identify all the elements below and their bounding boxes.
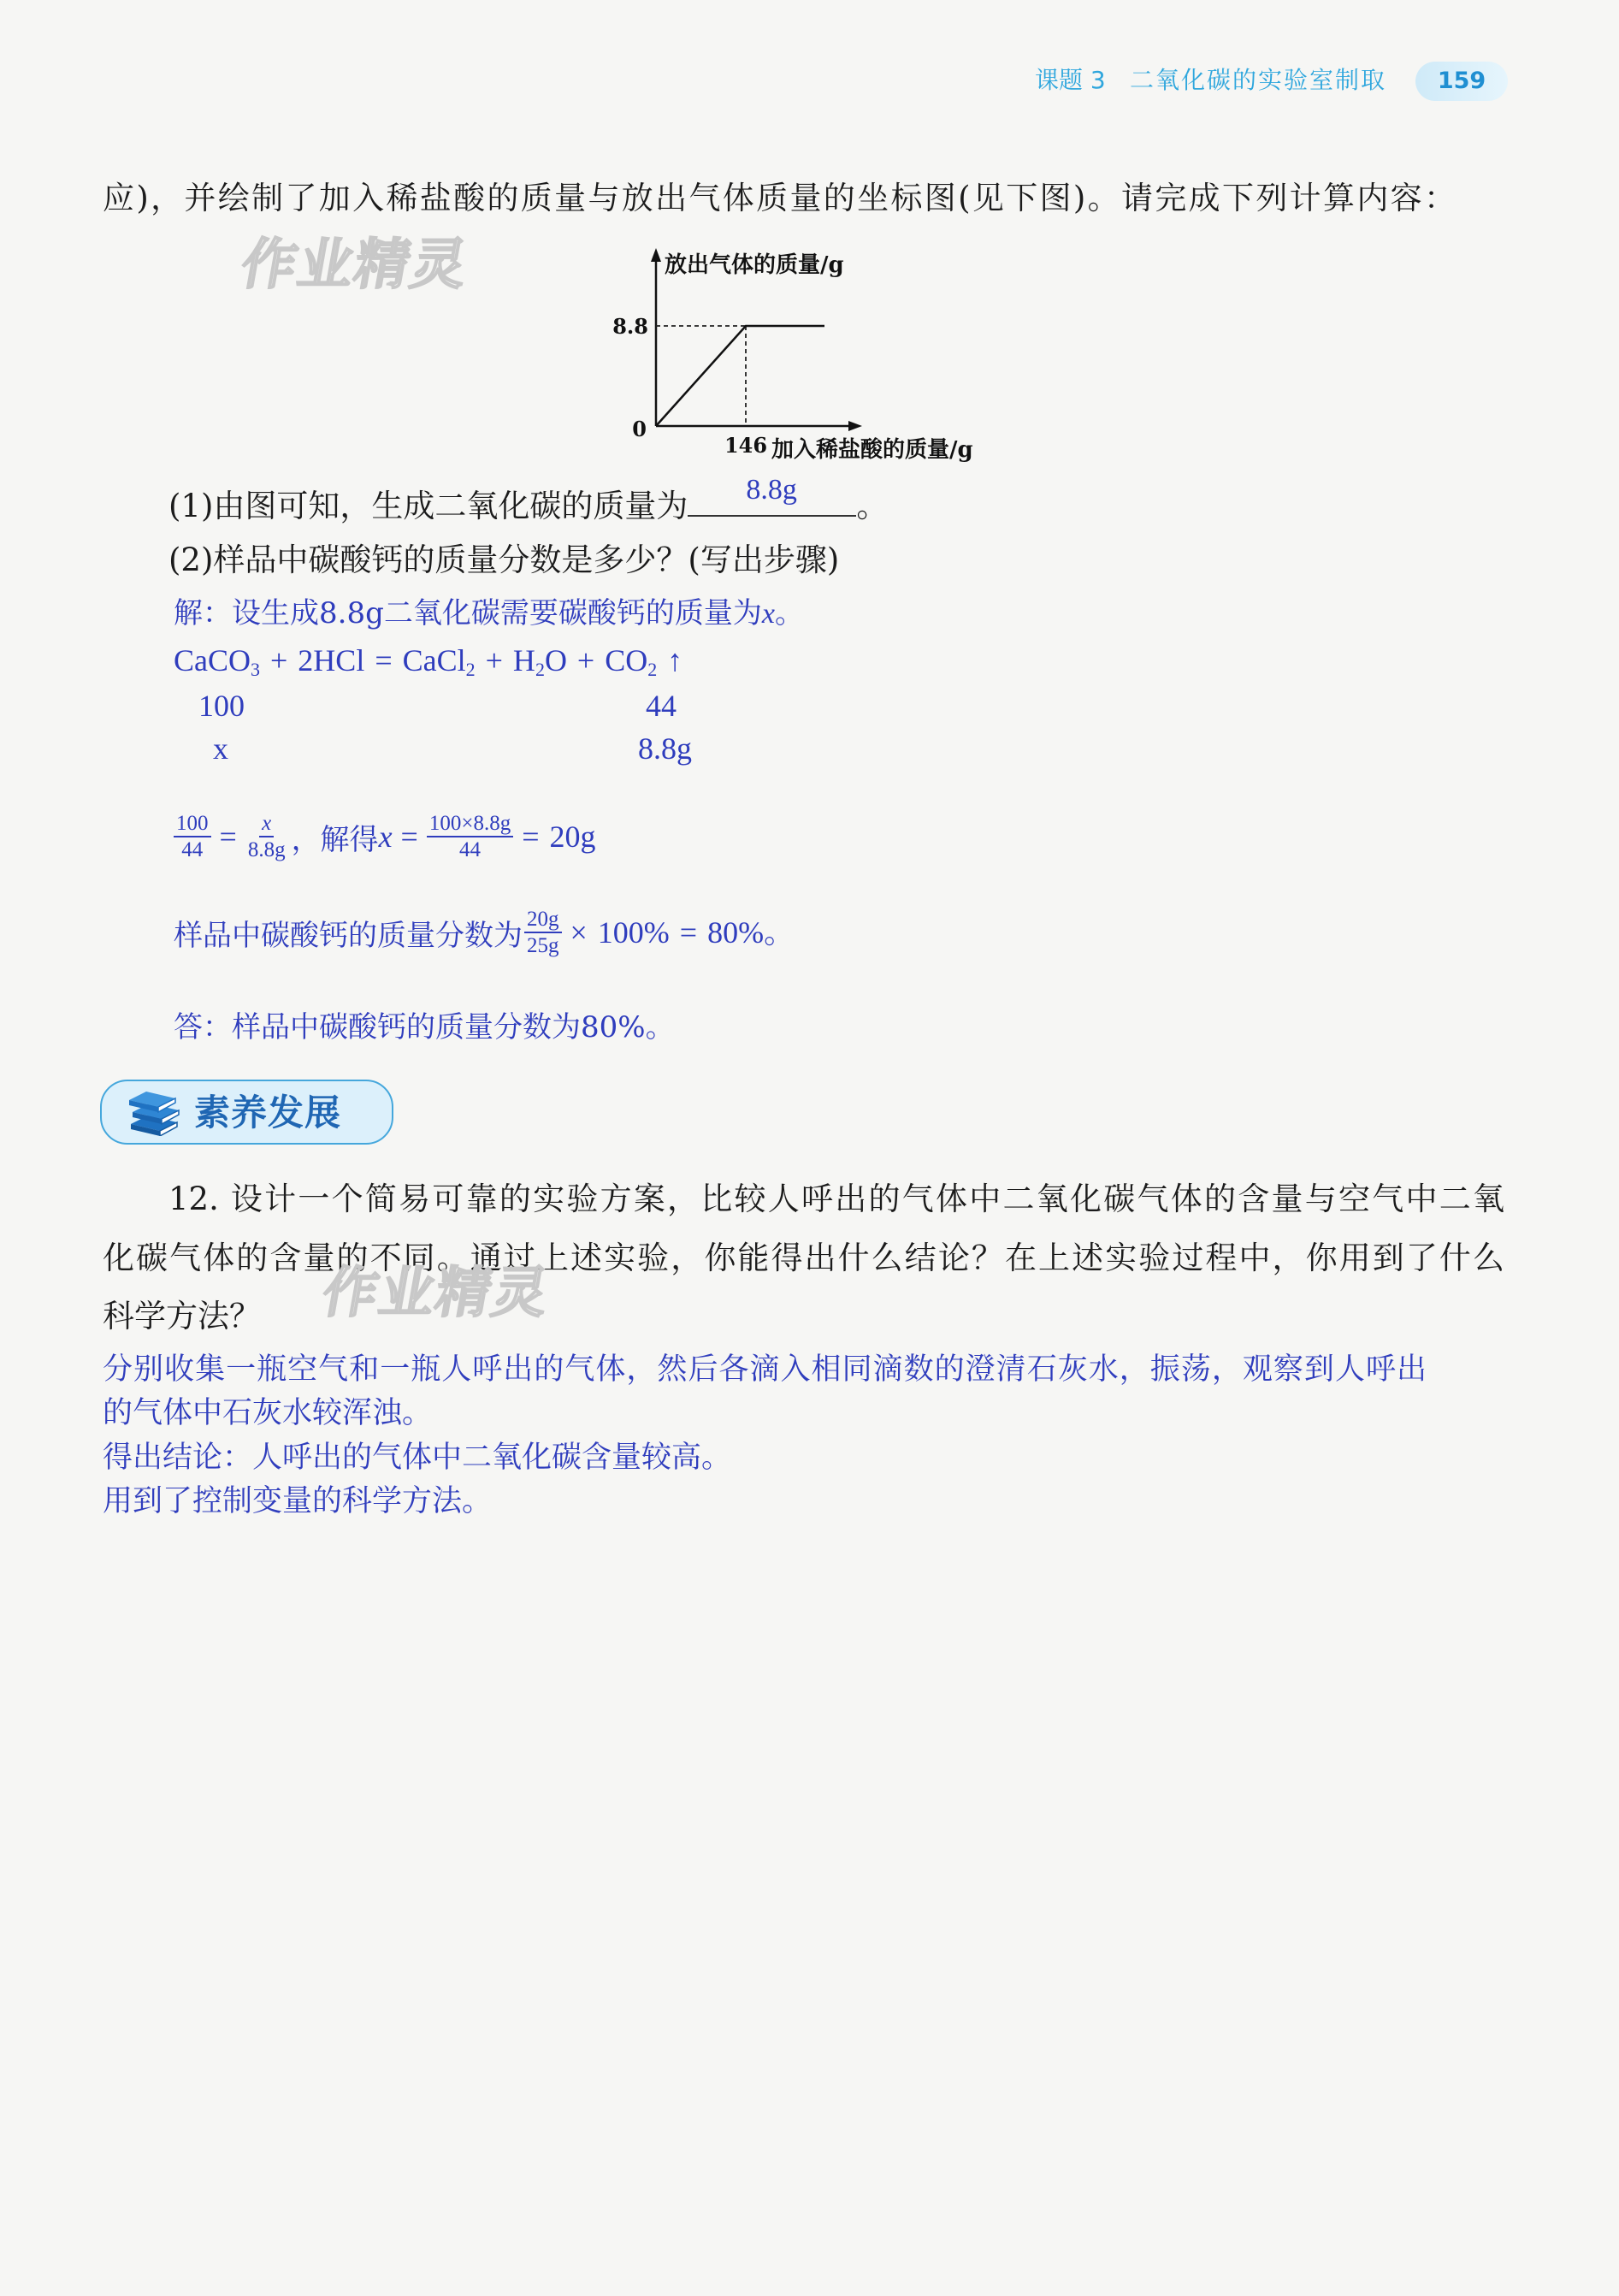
x-tick-label: 146: [724, 433, 768, 458]
fraction: [174, 812, 211, 861]
gas-mass-chart: [599, 240, 1026, 470]
answer-12-line: 用到了控制变量的科学方法。: [103, 1484, 493, 1518]
co2-ratio-mass: 44: [646, 689, 677, 723]
chemical-equation: [174, 642, 682, 679]
eq-part: ↑: [657, 643, 683, 678]
numerator: 20g: [524, 908, 562, 933]
percent-equation: [174, 905, 795, 960]
question-2: (2)样品中碳酸钙的质量分数是多少？(写出步骤): [168, 541, 840, 578]
fraction: [524, 908, 562, 957]
setup-end: 。: [774, 596, 804, 630]
ratio-equation: [174, 809, 596, 864]
numerator: 100×8.8g: [427, 812, 513, 837]
numerator: x: [259, 812, 274, 837]
answer-12-line: 分别收集一瓶空气和一瓶人呼出的气体，然后各滴入相同滴数的澄清石灰水，振荡，观察到人呼出: [103, 1352, 1427, 1387]
eq-subscript: 2: [647, 659, 658, 680]
fraction: [245, 812, 288, 861]
y-tick-label: 8.8: [612, 314, 648, 339]
eq-subscript: 2: [465, 659, 476, 680]
x-axis-arrow: [848, 421, 862, 431]
section-badge: [100, 1080, 393, 1145]
ratio-result: = 20g: [522, 820, 596, 854]
question-1-end: 。: [856, 488, 889, 524]
intro-line: 应)，并绘制了加入稀盐酸的质量与放出气体质量的坐标图(见下图)。请完成下列计算内容：: [103, 180, 1456, 216]
eq-subscript: 3: [251, 659, 260, 680]
watermark: 作业精灵: [317, 1262, 555, 1325]
setup-variable: x: [761, 598, 775, 630]
x-axis-title: 加入稀盐酸的质量/g: [771, 437, 973, 463]
question-1-prompt: (1)由图可知，生成二氧化碳的质量为: [168, 488, 688, 524]
eq-part: + 2HCl = CaCl: [260, 643, 466, 678]
denominator: 44: [459, 838, 482, 861]
equals-sign: =: [219, 820, 237, 854]
question-1: [168, 474, 889, 526]
section-title: 素养发展: [194, 1092, 342, 1133]
question-12-line: 化碳气体的含量的不同。通过上述实验，你能得出什么结论？在上述实验过程中，你用到了什么: [103, 1240, 1504, 1276]
percent-text: 样品中碳酸钙的质量分数为: [174, 918, 523, 953]
caco3-ratio-mass: 100: [198, 689, 245, 723]
question-12-line: 12. 设计一个简易可靠的实验方案，比较人呼出的气体中二氧化碳气体的含量与空气中二氧: [168, 1181, 1504, 1217]
numerator: 100: [174, 812, 211, 837]
eq-part: + H: [475, 643, 535, 678]
lesson-title: 二氧化碳的实验室制取: [1130, 66, 1387, 94]
lesson-label: 课题 3: [1035, 66, 1106, 94]
percent-result: × 100% = 80%。: [570, 915, 795, 950]
y-axis-title: 放出气体的质量/g: [665, 252, 844, 278]
books-icon: [126, 1092, 180, 1136]
question-12-line: 科学方法？: [103, 1298, 261, 1334]
denominator: 25g: [527, 934, 559, 957]
denominator: 44: [181, 838, 204, 861]
watermark: 作业精灵: [236, 234, 474, 297]
series-line: [656, 326, 824, 426]
solution-conclusion: 答：样品中碳酸钙的质量分数为80%。: [174, 1010, 675, 1044]
setup-text: 解：设生成8.8g二氧化碳需要碳酸钙的质量为: [174, 596, 762, 630]
denominator: 8.8g: [247, 838, 286, 861]
answer-12-line: 的气体中石灰水较浑浊。: [103, 1396, 433, 1430]
equals-sign: =: [400, 820, 418, 854]
solve-text: ，解得: [291, 822, 379, 857]
eq-subscript: 2: [535, 659, 545, 680]
solution-setup: [174, 596, 804, 631]
fraction: [427, 812, 513, 861]
origin-label: 0: [632, 417, 647, 441]
eq-part: CaCO: [174, 643, 251, 678]
answer-blank: [688, 474, 856, 517]
eq-part: O + CO: [544, 643, 648, 678]
question-1-answer: 8.8g: [746, 474, 797, 506]
co2-known-mass: 8.8g: [638, 731, 692, 766]
page-number: 159: [1415, 62, 1508, 101]
answer-12-line: 得出结论：人呼出的气体中二氧化碳含量较高。: [103, 1441, 732, 1475]
y-axis-arrow: [651, 248, 661, 262]
caco3-unknown-mass: x: [213, 731, 228, 766]
solve-variable: x: [378, 820, 393, 854]
